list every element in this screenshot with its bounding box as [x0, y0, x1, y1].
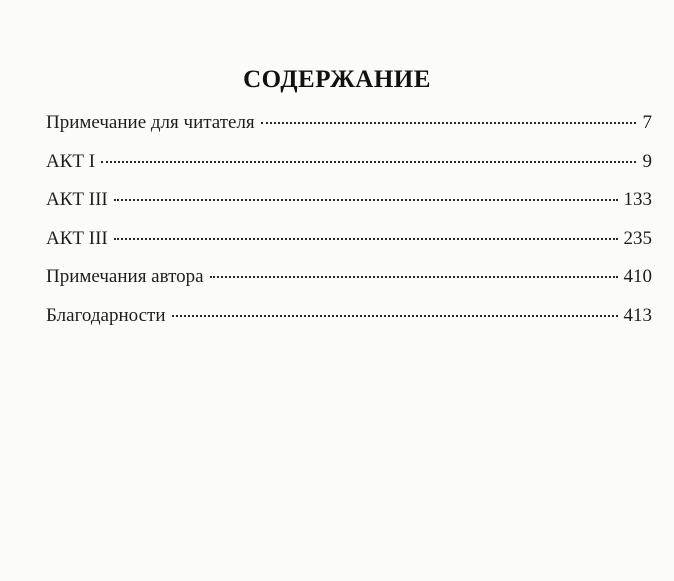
dot-leader [114, 238, 618, 240]
toc-entry[interactable] [46, 228, 652, 267]
toc-entry-label: АКТ III [46, 227, 108, 249]
dot-leader [101, 161, 636, 163]
toc-entry-page: 133 [623, 189, 652, 210]
table-of-contents [46, 112, 652, 343]
toc-entry[interactable] [46, 189, 652, 228]
toc-entry-page: 235 [623, 227, 652, 249]
toc-entry[interactable] [46, 151, 652, 190]
toc-entry-page: 413 [623, 304, 652, 326]
dot-leader [172, 315, 618, 317]
toc-entry-label: АКТ III [46, 189, 108, 210]
dot-leader [114, 199, 618, 201]
toc-entry[interactable] [46, 266, 652, 305]
dot-leader [261, 122, 636, 124]
toc-entry-label: Примечание для читателя [46, 112, 255, 133]
toc-entry-page: 7 [642, 112, 652, 133]
toc-entry-page: 410 [623, 266, 652, 287]
dot-leader [210, 276, 618, 278]
page-title: СОДЕРЖАНИЕ [243, 66, 431, 93]
toc-entry[interactable] [46, 305, 652, 344]
toc-entry-page: 9 [642, 150, 652, 172]
toc-entry-label: Примечания автора [46, 266, 204, 287]
toc-entry-label: АКТ I [46, 150, 96, 172]
toc-entry-label: Благодарности [46, 304, 166, 326]
toc-entry[interactable] [46, 112, 652, 151]
